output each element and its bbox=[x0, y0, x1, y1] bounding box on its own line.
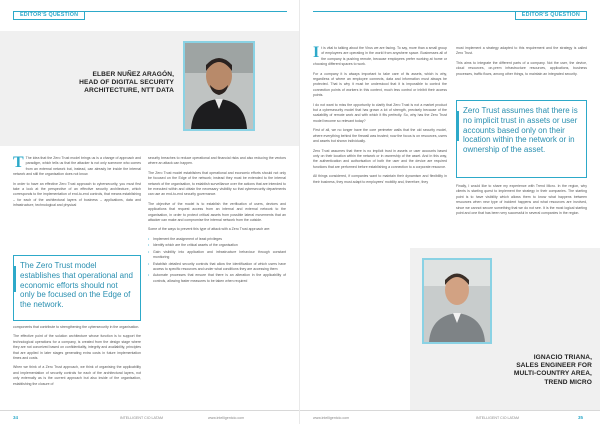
drop-cap: I bbox=[313, 46, 320, 61]
article-column-4: must implement a strategy adapted to this requirement and the strategy is called Zero Trust. This aims to integrate the different parts of a company. Not the user, the device, cloud resources, on-prem infrastructure resources, applications, business processes, traffic flows, among other things, to maintain an integrated security. bbox=[456, 46, 587, 76]
section-tab: EDITOR'S QUESTION bbox=[515, 11, 587, 20]
author-name: ELBER NUÑEZ ARAGÓN, HEAD OF DIGITAL SECURITY ARCHITECTURE, NTT DATA bbox=[79, 71, 174, 95]
article-column-3: It is vital to talking about the Virus we are facing. To say, more than a small group of employees are operating in the world from anywhere space. Businesses all of the company is pushing remote, because employees prefer working at home or choosing different spaces to work. For a company it is always important to take care of its assets, which is why, regardless of where an employee connects, data and information must always be protected. That is why it must be understood that it is impossible to control the connection points of workers in this context, much less control or inhibit their access points. I do not want to miss the opportunity to clarify that Zero Trust is not a market product but a cybersecurity model that has grown a lot of strength, precisely because of the scalability of remote work and with which it fits perfectly. So, why has the Zero Trust model become so relevant today? First of all, we no longer have the core perimeter walls that the old security model, where everything behind the firewall was trusted; now the focus is on resources, users and assets but shown individually. Zero Trust assumes that there is no implicit trust in assets or user accounts based only on their location within the network or in ownership of the asset. And in this way, the authentication and authorisation of both the user and the device are required functions that are performed before establishing a connection to a corporate resource. All things considered, if companies want to maintain their dynamism and flexibility in their business, they must adapt to employees' mobility and, therefore, they bbox=[313, 46, 447, 184]
article-column-2: security breaches to reduce operational and financial risks and also reducing the vectors where an attack can happen. The Zero Trust model establishes that operational and economic efforts should not only be focused on the Edge of the network; instead they must be extended to the internal network of the organisation, to establish surveillance over the actions that are intended to be executed within and obtain the necessary visibility so that cybersecurity departments can use an end-to-end security governance. The objective of the model is to establish the verification of users, devices and applications that request access from an internal and external network to the organisation, in order to protect critical assets from possible lateral movements that an attacker can make and compromise the internal network from the outside. Some of the ways to prevent this type of attack with a Zero Trust approach are: • Implement the assignment of least privileges • Identify which are the critical assets of the organisation • Gain visibility into application and infrastructure behaviour through constant monitoring • Establish detailed security controls that allow the identification of which users have access to specific resources and under what conditions they are accessing them • Automate processes that ensure that there is an alteration in the applicability of controls, allowing faster measures to be taken when required bbox=[148, 156, 286, 409]
list-item: • Automate processes that ensure that there is an alteration in the applicability of controls, allowing faster measures to be taken when required bbox=[148, 273, 286, 284]
page-footer bbox=[300, 410, 600, 424]
top-rule bbox=[78, 11, 287, 12]
author-portrait-box bbox=[410, 248, 600, 410]
website-url: www.intelligentcio.com bbox=[313, 416, 350, 420]
list-item: • Establish detailed security controls that allow the identification of which users have access to specific resources and under what conditions they are accessing them bbox=[148, 262, 286, 273]
author-portrait-box bbox=[0, 31, 300, 146]
article-column-1: T The idea that the Zero Trust model brings us is a change of approach and paradigm, which tells us that the attacker is not only someone who comes from an external network but, instead, can already be inside the internal network and still the organisation does not know. In order to have an effective Zero Trust approach to cybersecurity, you must first take a look at the perspective of an effective security architecture, which corresponds to the implementation of end-to-end controls, that means establishing – for each of the architectural layers of business – applications, data and infrastructure, technological and physical bbox=[13, 156, 141, 208]
list-item: • Identify which are the critical assets of the organisation bbox=[148, 243, 286, 248]
list-item: • Gain visibility into application and infrastructure behaviour through constant monitoring bbox=[148, 250, 286, 261]
page-number: 34 bbox=[13, 415, 19, 420]
drop-cap: T bbox=[13, 156, 24, 171]
publication-name: INTELLIGENT CIO LATAM bbox=[120, 416, 163, 420]
pull-quote-left: The Zero Trust model establishes that operational and economic efforts should not only be focused on the Edge of the network. bbox=[13, 255, 141, 321]
section-tab: EDITOR'S QUESTION bbox=[13, 11, 85, 20]
article-column-4-continued: Finally, I would like to share my experience with Trend Micro. In the region, why clients is starting quest to implement the strategy in their companies. The starting point is to have visibility which allows them to know what happens between resources when new type of incident happens and what resources are involved, since we cannot secure something that we do not see. It is the most logical starting point and one that has been very successful in several companies in the region. bbox=[456, 184, 587, 216]
website-url: www.intelligentcio.com bbox=[208, 416, 245, 420]
publication-name: INTELLIGENT CIO LATAM bbox=[476, 416, 519, 420]
list-item: • Implement the assignment of least privileges bbox=[148, 237, 286, 242]
author-photo bbox=[183, 41, 255, 131]
page-footer bbox=[0, 410, 300, 424]
page-number: 35 bbox=[578, 415, 584, 420]
author-name: IGNACIO TRIANA, SALES ENGINEER FOR MULTI-COUNTRY AREA, TREND MICRO bbox=[513, 354, 592, 386]
article-column-1-continued: components that contribute to strengthening the cybersecurity in the organisation. The effective point of the solution architecture whose function is to support the technological operations for a company, is created from the design stage where they are not conceived based on confidentiality, integrity and availability, principles that are applied in later stages generating extra costs in future implementation times and costs. When we think of a Zero Trust approach, we think of organising the applicability and implementation of security controls for each of the architectural layers, not only externally as is the current approach but also inside of the organisation, establishing the closure of bbox=[13, 325, 141, 386]
author-photo bbox=[422, 258, 492, 344]
person-photo-icon bbox=[185, 43, 253, 129]
pull-quote-right: Zero Trust assumes that there is no implicit trust in assets or user accounts based only on their location within the network or in ownership of the asset. bbox=[456, 100, 587, 178]
prevention-list bbox=[148, 237, 286, 284]
top-rule bbox=[313, 11, 521, 12]
person-photo-icon bbox=[424, 260, 490, 342]
right-page bbox=[300, 0, 600, 424]
